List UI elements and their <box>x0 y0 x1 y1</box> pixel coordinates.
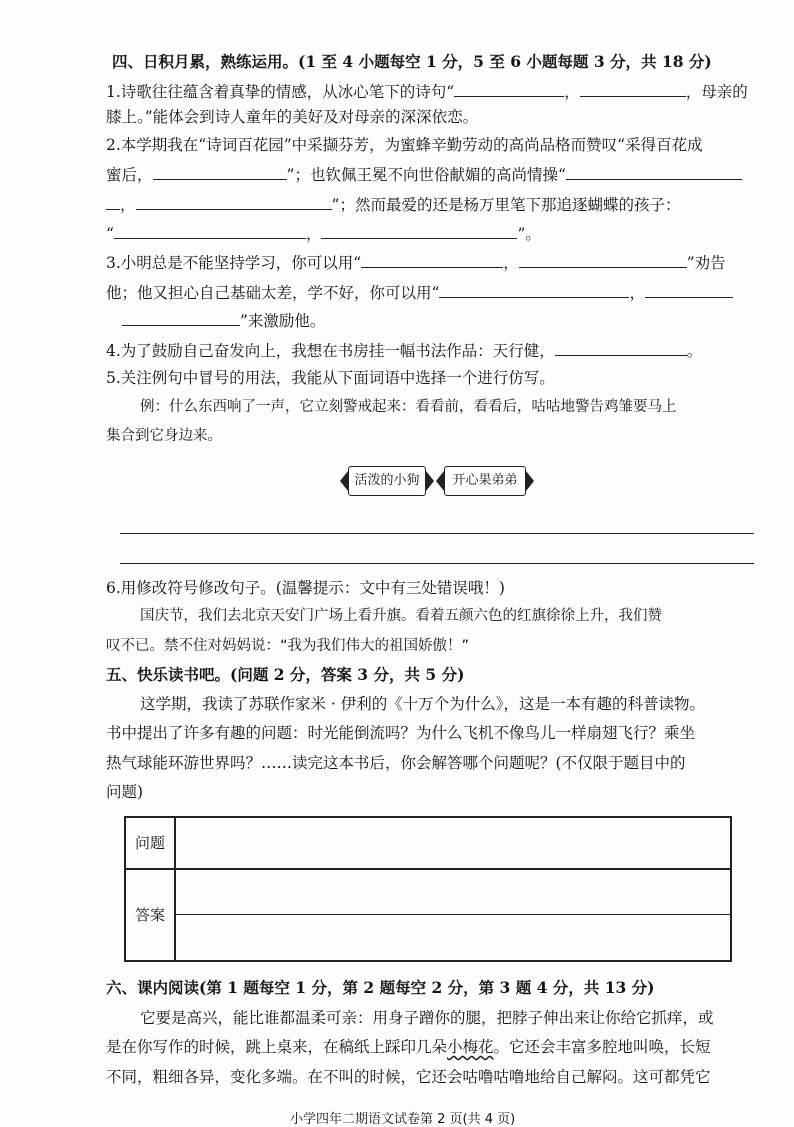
q2-blank-3[interactable] <box>136 193 332 210</box>
q3-blank-1[interactable] <box>361 251 503 268</box>
q2-line4 <box>106 222 541 244</box>
q5-answer-line-2[interactable] <box>120 563 754 564</box>
q2-blank-2[interactable] <box>566 163 742 180</box>
section6-line2-a: 是在你写作的时候，跳上桌来，在稿纸上踩印几朵 <box>106 1038 448 1056</box>
q5-example-line2: 集合到它身边来。 <box>106 428 222 444</box>
q2-blank-5[interactable] <box>321 222 517 239</box>
q1-text-b: ，母亲的 <box>685 83 748 101</box>
section6-line2-b: 。它还会丰富多腔地叫唤，长短 <box>493 1038 711 1056</box>
q1-comma: ， <box>564 83 580 101</box>
option-label: 开心果弟弟 <box>452 473 518 488</box>
q1-line2: 膝上。”能体会到诗人童年的美好及对母亲的深深依恋。 <box>106 108 479 126</box>
q3-blank-3[interactable] <box>439 281 629 298</box>
q2-blank-2-cont[interactable] <box>106 193 120 210</box>
q1-blank-1[interactable] <box>454 80 564 97</box>
q2-text-a: 蜜后， <box>106 166 153 184</box>
q2-text-c: ”；然而最爱的还是杨万里笔下那追逐蝴蝶的孩子： <box>331 196 681 214</box>
section6-title: 六、课内阅读(第 1 题每空 1 分，第 2 题每空 2 分，第 3 题 4 分，共 13 分) <box>106 978 655 997</box>
question-row <box>126 818 730 870</box>
q1-blank-2[interactable] <box>580 80 686 97</box>
q5-example-line1: 例：什么东西响了一声，它立刻警戒起来：看看前，看看后，咕咕地警告鸡雏要马上 <box>140 399 677 415</box>
q3-line2 <box>106 281 733 303</box>
section5-line3: 热气球能环游世界吗？……读完这本书后，你会解答哪个问题呢？(不仅限于题目中的 <box>106 754 686 772</box>
section5-line4: 问题) <box>106 783 144 801</box>
q3-blank-4[interactable] <box>645 281 733 298</box>
q5-line: 5.关注例句中冒号的用法，我能从下面词语中选择一个进行仿写。 <box>106 369 555 387</box>
q2-open-quote: “ <box>106 225 114 243</box>
section5-title: 五、快乐读书吧。(问题 2 分，答案 3 分，共 5 分) <box>106 665 465 684</box>
q2-line3 <box>106 193 680 215</box>
option-lively-puppy[interactable] <box>348 466 426 496</box>
q3-blank-4-cont[interactable] <box>122 309 240 326</box>
q4-end: 。 <box>686 342 703 360</box>
option-label: 活泼的小狗 <box>354 473 420 488</box>
q4-blank[interactable] <box>555 339 687 356</box>
section6-line1: 它要是高兴，能比谁都温柔可亲：用身子蹭你的腿，把脖子伸出来让你给它抓痒，或 <box>140 1009 714 1027</box>
q2-blank-1[interactable] <box>153 163 287 180</box>
q3-line3 <box>106 309 325 331</box>
qa-table <box>124 816 732 962</box>
q2-line2 <box>106 163 742 185</box>
tag-right-cap <box>526 471 534 491</box>
q2-text-b: ”；也钦佩王冕不向世俗献媚的高尚情操“ <box>286 166 566 184</box>
tag-right-cap <box>426 471 434 491</box>
q4-line <box>106 339 702 361</box>
answer-writing-line[interactable] <box>176 914 730 915</box>
q3-comma: ， <box>503 254 519 272</box>
section4-title: 四、日积月累，熟练运用。(1 至 4 小题每空 1 分，5 至 6 小题每题 3 分，共 18 分) <box>112 52 712 71</box>
q2-blank-4[interactable] <box>114 222 306 239</box>
q6-passage-line2: 叹不已。禁不住对妈妈说：“我为我们伟大的祖国娇傲！” <box>106 638 470 654</box>
section5-line1: 这学期，我读了苏联作家米 · 伊利的《十万个为什么》，这是一本有趣的科普读物。 <box>140 695 706 713</box>
q3-comma-2: ， <box>629 284 645 302</box>
q6-passage-line1: 国庆节，我们去北京天安门广场上看升旗。看着五颜六色的红旗徐徐上升，我们赞 <box>140 608 662 624</box>
q5-answer-line-1[interactable] <box>120 533 754 534</box>
q2-comma-1: ， <box>120 196 136 214</box>
q6-line: 6.用修改符号修改句子。(温馨提示：文中有三处错误哦！) <box>106 579 505 597</box>
tag-left-cap <box>340 471 348 491</box>
q1-text-a: 1.诗歌往往蕴含着真挚的情感，从冰心笔下的诗句“ <box>106 83 455 101</box>
q1-line1 <box>106 80 748 102</box>
q3-blank-2[interactable] <box>519 251 687 268</box>
section5-line2: 书中提出了许多有趣的问题：时光能倒流吗？为什么飞机不像鸟儿一样扇翅飞行？乘坐 <box>106 724 696 742</box>
question-label: 问题 <box>126 818 176 868</box>
section6-line2 <box>106 1037 711 1057</box>
option-happy-brother[interactable] <box>444 466 526 496</box>
q3-line1 <box>106 251 726 273</box>
q4-text: 4.为了鼓励自己奋发向上，我想在书房挂一幅书法作品：天行健， <box>106 342 555 360</box>
q2-comma-2: ， <box>305 225 322 243</box>
q3-text-d: ”来激励他。 <box>240 312 326 330</box>
q3-text-a: 3.小明总是不能坚持学习，你可以用“ <box>106 254 362 272</box>
q2-close: ”。 <box>517 225 541 243</box>
wavy-underlined-word: 小梅花 <box>447 1038 494 1056</box>
page-footer: 小学四年二期语文试卷第 2 页(共 4 页) <box>290 1112 516 1127</box>
q2-line1: 2.本学期我在“诗词百花园”中采撷芬芳，为蜜蜂辛勤劳动的高尚品格而赞叹“采得百花成 <box>106 136 703 154</box>
answer-label: 答案 <box>126 870 176 960</box>
section6-line3: 不同，粗细各异，变化多端。在不叫的时候，它还会咕噜咕噜地给自己解闷。这可都凭它 <box>106 1068 711 1086</box>
q3-text-c: 他；他又担心自己基础太差，学不好，你可以用“ <box>106 284 440 302</box>
tag-left-cap <box>436 471 444 491</box>
q3-text-b: ”劝告 <box>686 254 726 272</box>
